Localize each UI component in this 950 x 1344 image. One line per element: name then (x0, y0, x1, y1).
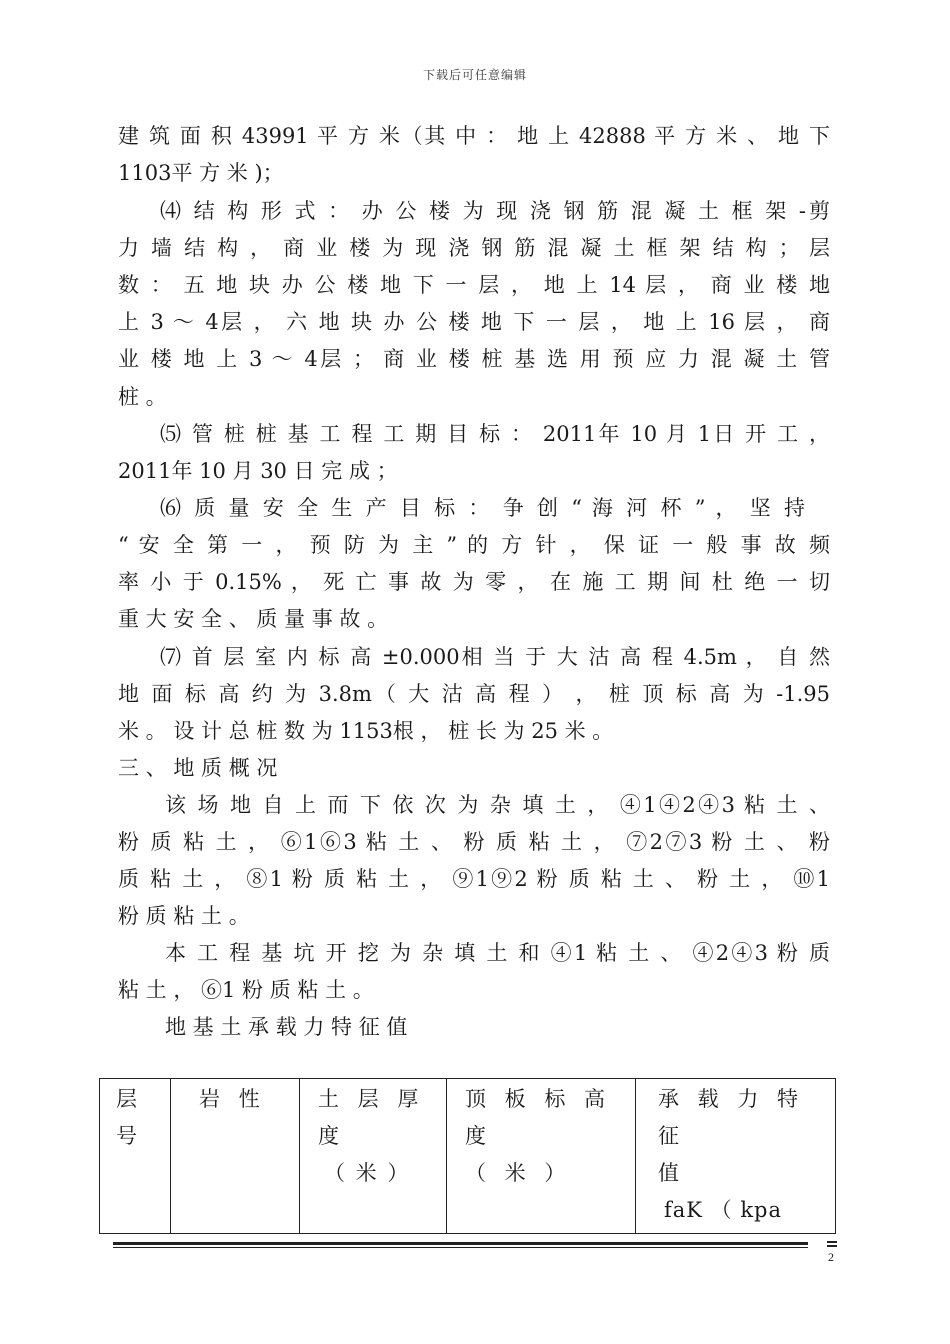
text-line: 本 工 程 基 坑 开 挖 为 杂 填 土 和 ④1 粘 土 、 ④2④3 粉 质 (165, 941, 830, 965)
section-heading: 三 、 地 质 概 况 (118, 756, 278, 780)
text-line: 建 筑 面 积 43991 平 方 米（其 中 ： 地 上 42888 平 方 米 、 地 下 (118, 124, 830, 148)
text-line: ⑸ 管 桩 桩 基 工 程 工 期 目 标 ： 2011年 10 月 1日 开 工 ， (160, 422, 830, 446)
header-thickness: 土 层 厚 度 （ 米 ） (300, 1079, 447, 1234)
footer-rule (113, 1242, 808, 1245)
text-line: 粘 土 ， ⑥1 粉 质 粘 土 。 (118, 978, 374, 1002)
text-line: 粉 质 粘 土 。 (118, 904, 250, 928)
text-line: 率 小 于 0.15% ， 死 亡 事 故 为 零 ， 在 施 工 期 间 杜 绝 一 切 (118, 570, 830, 594)
text-line: ⑷ 结 构 形 式 ： 办 公 楼 为 现 浇 钢 筋 混 凝 土 框 架 -剪 (160, 199, 830, 223)
text-line: 该 场 地 自 上 而 下 依 次 为 杂 填 土 ， ④1④2④3 粘 土 、 (165, 793, 830, 817)
text-line: ⑹ 质 量 安 全 生 产 目 标 ： 争 创 “ 海 河 杯 ” ， 坚 持 (160, 496, 805, 520)
table-caption: 地 基 土 承 载 力 特 征 值 (165, 1015, 408, 1039)
text-line: 力 墙 结 构 ， 商 业 楼 为 现 浇 钢 筋 混 凝 土 框 架 结 构 ； 层 (118, 236, 830, 260)
header-lithology: 岩 性 (171, 1079, 300, 1234)
text-line: 上 3 ～ 4层 ， 六 地 块 办 公 楼 地 下 一 层 ， 地 上 16 层 ， 商 (118, 310, 830, 334)
page-number: 2 (828, 1250, 834, 1264)
text-line: 粉 质 粘 土 ， ⑥1⑥3 粘 土 、 粉 质 粘 土 ， ⑦2⑦3 粉 土 、 粉 (118, 830, 830, 854)
header-bearing-capacity: 承 载 力 特 征 值 faK （ kpa (636, 1079, 836, 1234)
soil-bearing-table (99, 1078, 836, 1234)
text-line: 地 面 标 高 约 为 3.8m（ 大 沽 高 程 ） ， 桩 顶 标 高 为 -1.95 (118, 682, 830, 706)
text-line: 数 ： 五 地 块 办 公 楼 地 下 一 层 ， 地 上 14 层 ， 商 业 楼 地 (118, 273, 830, 297)
text-line: 米 。 设 计 总 桩 数 为 1153根 ， 桩 长 为 25 米 。 (118, 719, 614, 743)
header-top-elevation: 顶 板 标 高 度 （ 米 ） (447, 1079, 636, 1234)
text-line: 业 楼 地 上 3 ～ 4层 ； 商 业 楼 桩 基 选 用 预 应 力 混 凝 土 管 (118, 347, 830, 371)
text-line: 2011年 10 月 30 日 完 成 ； (118, 459, 398, 483)
text-line: 重 大 安 全 、 质 量 事 故 。 (118, 607, 389, 631)
text-line: ⑺ 首 层 室 内 标 高 ±0.000相 当 于 大 沽 高 程 4.5m ， 自 然 (160, 645, 830, 669)
text-line: 桩 。 (118, 385, 167, 409)
text-line: 1103平 方 米 )； (118, 161, 284, 185)
footer-rule (113, 1247, 808, 1248)
text-line: 质 粘 土 ， ⑧1 粉 质 粘 土 ， ⑨1⑨2 粉 质 粘 土 、 粉 土 ， ⑩1 (118, 867, 830, 891)
text-line: “ 安 全 第 一 ， 预 防 为 主 ” 的 方 针 ， 保 证 一 般 事 故 频 (118, 533, 830, 557)
page-marks (827, 1241, 837, 1249)
page-header: 下载后可任意编辑 (422, 68, 527, 82)
table-header-row (100, 1079, 836, 1234)
header-layer-no: 层 号 (100, 1079, 171, 1234)
